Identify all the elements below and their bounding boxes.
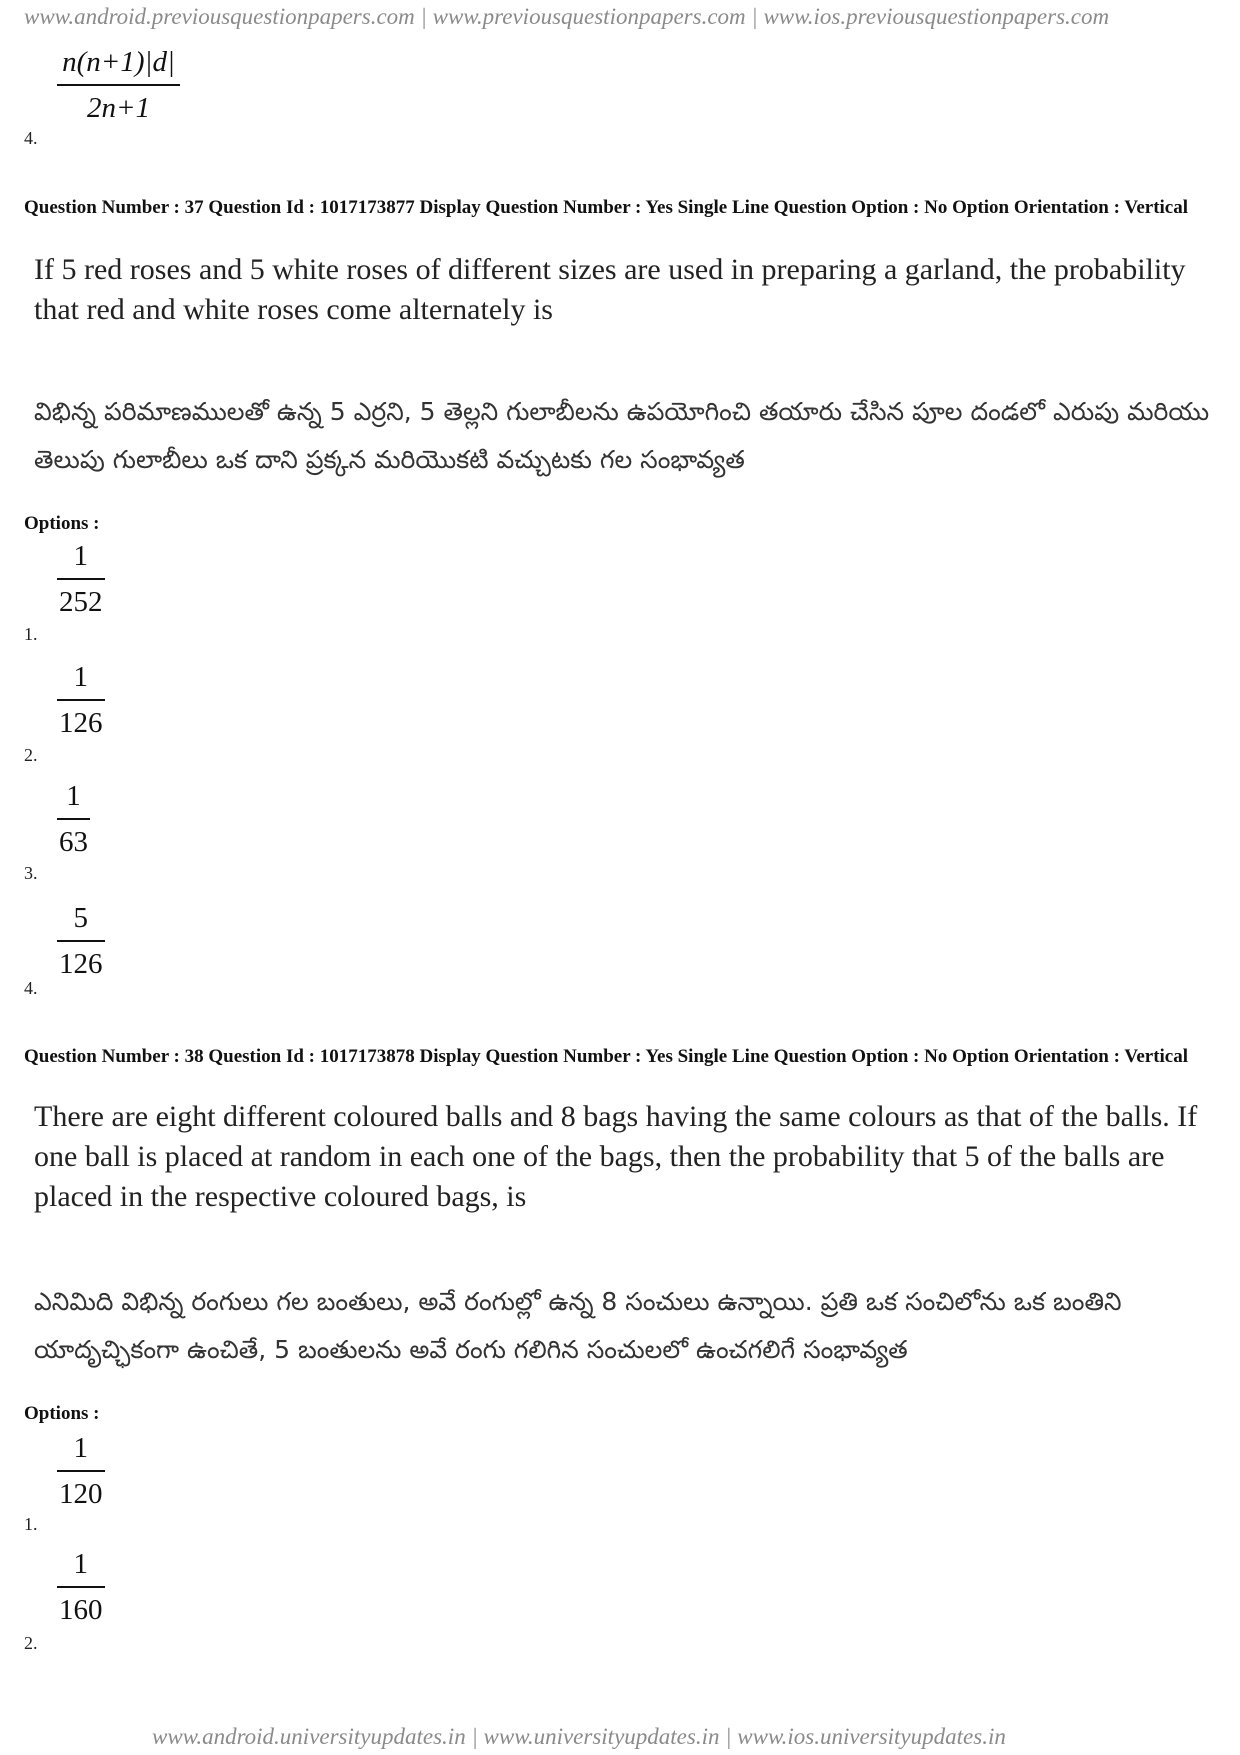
fraction-numerator: n(n+1)|d| [62,46,175,78]
q37-option-3-number: 3. [24,863,38,883]
question-38-options-label: Options : [24,1403,100,1424]
fraction-denominator: 120 [57,1470,105,1512]
prev-option-4-fraction [57,44,180,126]
fraction-denominator: 126 [57,699,105,741]
q38-option-1 [57,1430,105,1512]
question-37-english: If 5 red roses and 5 white roses of different sizes are used in preparing a garland, the probability that red and white roses come alternately is [34,253,1186,326]
fraction-numerator: 1 [73,1432,88,1464]
question-38-english: There are eight different coloured balls and 8 bags having the same colours as that of the balls. If one ball is placed at random in each one of the bags, then the probability that 5 of the balls are placed in the respective coloured bags, is [34,1100,1198,1213]
fraction-numerator: 1 [73,1548,88,1580]
question-37-telugu: విభిన్న పరిమాణములతో ఉన్న 5 ఎర్రని, 5 తెల్లని గులాబీలను ఉపయోగించి తయారు చేసిన పూల దండలో ఎరుపు మరియు తెలుపు గులాబీలు ఒక దాని ప్రక్కన మరియొకటి వచ్చుటకు గల సంభావ్యత [34,397,1210,474]
footer-watermark: www.android.universityupdates.in | www.universityupdates.in | www.ios.universityupdates.in [152,1724,1006,1749]
fraction-numerator: 1 [73,661,88,693]
fraction-denominator: 160 [57,1586,105,1628]
question-38-meta: Question Number : 38 Question Id : 1017173878 Display Question Number : Yes Single Line Question Option : No Option Orientation : Vertical [24,1046,1189,1067]
q38-option-2-number: 2. [24,1633,38,1653]
header-watermark: www.android.previousquestionpapers.com | www.previousquestionpapers.com | www.ios.previousquestionpapers.com [24,4,1110,29]
prev-option-4-number: 4. [24,128,38,148]
q37-option-3 [57,778,90,860]
fraction-denominator: 2n+1 [57,84,180,126]
fraction-numerator: 5 [73,902,88,934]
q37-option-4 [57,900,105,982]
q37-option-4-number: 4. [24,978,38,998]
question-37-meta: Question Number : 37 Question Id : 1017173877 Display Question Number : Yes Single Line Question Option : No Option Orientation : Vertical [24,197,1189,218]
q38-option-2 [57,1546,105,1628]
question-37-options-label: Options : [24,513,100,534]
q37-option-1 [57,538,105,620]
fraction-numerator: 1 [73,540,88,572]
question-38-telugu: ఎనిమిది విభిన్న రంగులు గల బంతులు, అవే రంగుల్లో ఉన్న 8 సంచులు ఉన్నాయి. ప్రతి ఒక సంచిలోను ఒక బంతిని యాదృచ్ఛికంగా ఉంచితే, 5 బంతులను అవే రంగు గలిగిన సంచులలో ఉంచగలిగే సంభావ్యత [34,1287,1122,1364]
q37-option-2-number: 2. [24,745,38,765]
fraction-denominator: 63 [57,818,90,860]
fraction-numerator: 1 [66,780,81,812]
fraction-denominator: 126 [57,940,105,982]
q37-option-1-number: 1. [24,624,38,644]
fraction-denominator: 252 [57,578,105,620]
q38-option-1-number: 1. [24,1514,38,1534]
q37-option-2 [57,659,105,741]
